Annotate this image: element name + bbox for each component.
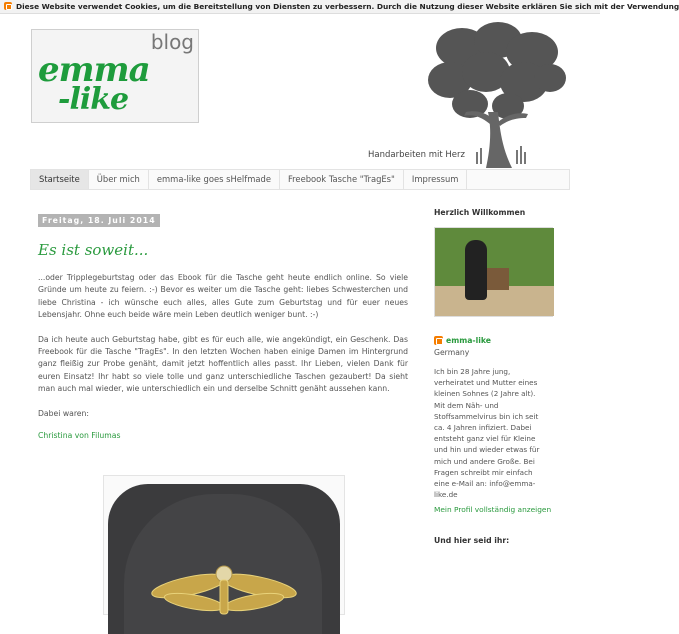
photo-bench bbox=[485, 268, 509, 290]
main-navigation bbox=[30, 169, 570, 190]
sidebar bbox=[434, 208, 569, 545]
post-paragraph: Da ich heute auch Geburtstag habe, gibt es für euch alle, wie angekündigt, ein Geschenk. Das Freebook für die Tasche "TragEs". In den letzten Wochen haben einige Damen im Hintergrund ganz fleißig zur Probe genäht, damit jetzt hoffentlich alles passt. Ihr Lieben, vielen Dank für euren Einsatz! Ihr habt so viele tolle und ganz unterschiedliche Taschen gezaubert! Da sieht man auch mal wieder, wie unterschiedlich ein und derselbe Schnitt genäht aussehen kann. bbox=[38, 334, 408, 394]
tab-freebook-tasche[interactable]: Freebook Tasche "TragEs" bbox=[280, 170, 404, 189]
dragonfly-brooch-icon bbox=[149, 564, 299, 614]
cookie-notice-bar bbox=[0, 0, 679, 14]
tab-impressum[interactable]: Impressum bbox=[404, 170, 468, 189]
post-paragraph: ...oder Tripplegeburtstag oder das Ebook für die Tasche geht heute endlich online. So viele Gründe um heute zu feiern. :-) Bevor es weiter um die Tasche geht: liebes Schwesterchen und liebe Christina - ich wünsche euch alles, alles Gute zum Geburtstag und für euer neues Lebensjahr. Ohne euch beide wäre mein Leben deutlich weniger bunt. :-) bbox=[38, 273, 408, 320]
post-column bbox=[38, 208, 408, 440]
post-date: Freitag, 18. Juli 2014 bbox=[38, 214, 160, 227]
blog-tagline: Handarbeiten mit Herz bbox=[368, 150, 465, 160]
logo-blog-word: blog bbox=[150, 30, 194, 54]
participants-label: Dabei waren: bbox=[38, 408, 90, 418]
tab-emma-like-goes-shelfmade[interactable]: emma-like goes sHelfmade bbox=[149, 170, 280, 189]
post-image[interactable] bbox=[103, 475, 345, 615]
tree-logo-icon bbox=[420, 20, 570, 168]
blogger-icon bbox=[4, 2, 12, 10]
logo-emma-word: emma bbox=[38, 50, 150, 90]
tab-startseite[interactable]: Startseite bbox=[31, 170, 89, 189]
profile-header bbox=[434, 336, 569, 345]
profile-photo[interactable] bbox=[434, 227, 553, 317]
photo-ground bbox=[435, 286, 554, 316]
logo-like-word: -like bbox=[58, 82, 129, 117]
tab-ueber-mich[interactable]: Über mich bbox=[89, 170, 149, 189]
blogger-icon bbox=[434, 336, 443, 345]
blog-logo[interactable] bbox=[31, 29, 199, 123]
visitors-title: Und hier seid ihr: bbox=[434, 536, 510, 546]
profile-name-link[interactable]: emma-like bbox=[446, 336, 492, 345]
profile-bio: Ich bin 28 Jahre jung, verheiratet und Mutter eines kleinen Sohnes (2 Jahre alt). Mit dem Näh- und Stoffsammelvirus bin ich seit ca. 4 Jahren infiziert. Dabei entsteht ganz viel für Kleine und hin und wieder etwas für mich und andere Große. Bei Fragen schreibt mir einfach eine e-Mail an: info@emma-like.de bbox=[434, 367, 540, 500]
photo-person bbox=[465, 240, 487, 300]
profile-country: Germany bbox=[434, 348, 470, 357]
welcome-title: Herzlich Willkommen bbox=[434, 208, 526, 217]
post-title[interactable]: Es ist soweit... bbox=[38, 241, 149, 259]
participant-link[interactable]: Christina von Filumas bbox=[38, 430, 121, 440]
view-full-profile-link[interactable]: Mein Profil vollständig anzeigen bbox=[434, 505, 552, 515]
cookie-notice-text: Diese Website verwendet Cookies, um die Bereitstellung von Diensten zu verbessern. Durch die Nutzung dieser Website erklären Sie sich mit der Verwendung bbox=[16, 2, 679, 11]
